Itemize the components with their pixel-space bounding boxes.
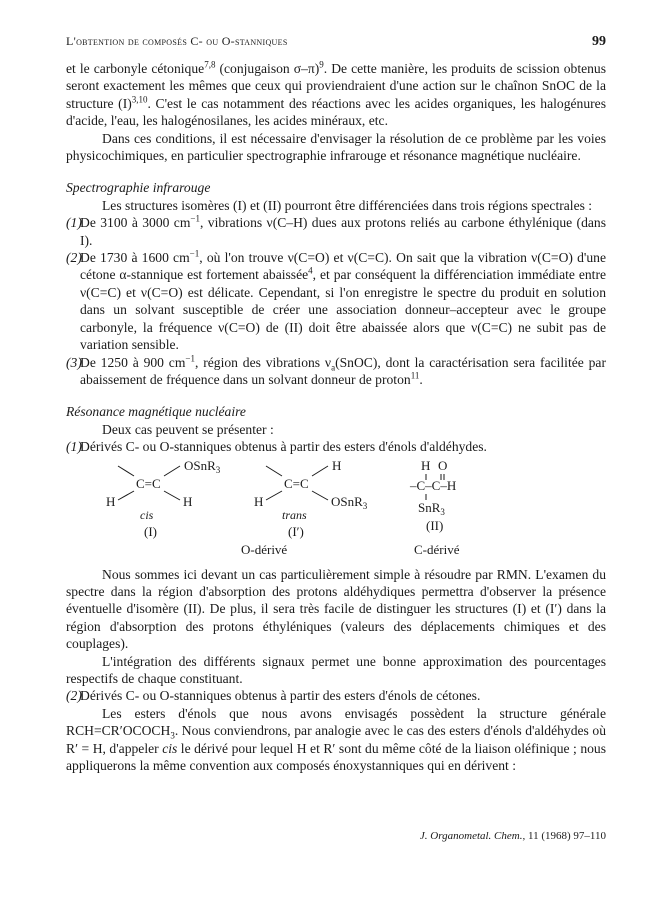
o-derivative-label: O-dérivé	[241, 541, 288, 557]
svg-text:H: H	[421, 457, 431, 473]
page	[66, 34, 606, 774]
journal-name: J. Organometal. Chem.,	[419, 830, 526, 842]
svg-text:OSnR3: OSnR$_3$	[184, 457, 221, 475]
journal-footer	[420, 830, 606, 842]
nmr-item-1: (1) Dérivés C- ou O-stanniques obtenus à partir des esters d'énols d'aldéhydes.	[66, 439, 487, 455]
svg-text:SnR3: SnR$_3$	[418, 499, 445, 517]
nmr-intro: Deux cas peuvent se présenter :	[102, 421, 274, 437]
svg-text:cis: cis	[140, 507, 154, 522]
svg-text:H: H	[183, 493, 193, 509]
ir-intro: Les structures isomères (I) et (II) pourront être différenciées dans trois régions spectrales :	[102, 197, 593, 213]
page-number: 99	[592, 34, 606, 49]
ir-item-3: (3) De 1250 à 900 $cm^{-1}$, région des vibrations $\nu_a(SnOC)$, dont la caractérisation sera facilitée par abaissement de fréquence dans un solvant donneur de proton$^{11}$.	[66, 352, 606, 387]
ir-item-1: (1) De 3100 à 3000 $cm^{-1}$, vibrations ν(C–H) dues aux protons reliés au carbone éthylénique (dans I).	[66, 213, 606, 248]
svg-text:OSnR3: OSnR$_3$	[331, 493, 368, 511]
svg-text:–C–C–H: –C–C–H	[410, 477, 457, 493]
structure-cis	[106, 458, 221, 539]
svg-text:H: H	[332, 457, 342, 473]
svg-text:(II): (II)	[426, 517, 444, 533]
section-heading-nmr: Résonance magnétique nucléaire	[66, 404, 246, 420]
svg-text:(I′): (I′)	[288, 523, 304, 539]
chemical-structures	[66, 458, 606, 558]
journal-volume: 11	[527, 830, 539, 842]
journal-year-pages: (1968) 97–110	[541, 830, 606, 842]
svg-text:H: H	[254, 493, 264, 509]
ir-item-2: (2) De 1730 à 1600 $cm^{-1}$, où l'on trouve ν(C=O) et ν(C=C). On sait que la vibration ν(C=O) d'une cétone α-stannique est fortement abaissée$^4$, et par conséquent la différenciation immédiate entre ν(C=C) et ν(C=O) est délicate. Cependant, si l'on enregistre le spectre du produit en solution dans un solvant susceptible de créer une association donneur–accepteur avec le groupe carbonyle, la fréquence ν(C=O) de (II) doit être abaissée alors que ν(C=C) ne subit pas de variation sensible.	[66, 248, 607, 353]
structure-trans	[254, 458, 368, 539]
paragraph-5: Les esters d'énols que nous avons envisagés possèdent la structure générale $RCH=CR'OCOCH_3$. Nous conviendrons, par analogie avec le cas des esters d'énols d'aldéhydes où R′ = H, d'appeler cis le dérivé pour lequel H et R′ sont du même côté de la liaison oléfinique ; nous appliquerons la même convention aux composés énoxystanniques qui en dérivent :	[66, 705, 606, 773]
nmr-item-2: (2) Dérivés C- ou O-stanniques obtenus à partir des esters d'énols de cétones.	[66, 688, 481, 704]
svg-text:C=C: C=C	[136, 475, 161, 491]
paragraph-3: Nous sommes ici devant un cas particulièrement simple à résoudre par RMN. L'examen du spectre dans la région d'absorption des protons aldéhydiques permettra d'observer la présence éventuelle d'isomère (II). De plus, il sera très facile de distinguer les structures (I) et (I′) dans la région d'absorption des protons éthyléniques (valeurs des déplacements chimiques et des couplages).	[66, 566, 606, 652]
svg-text:(I): (I)	[144, 523, 157, 539]
svg-text:C=C: C=C	[284, 475, 309, 491]
paragraph-2: Dans ces conditions, il est nécessaire d'envisager la résolution de ce problème par les voies physicochimiques, en particulier spectrographie infrarouge et résonance magnétique nucléaire.	[66, 130, 606, 164]
running-title: L'obtention de composés C- ou O-stanniques	[66, 34, 288, 48]
svg-text:H: H	[106, 493, 116, 509]
paragraph-1: et le carbonyle cétonique$^{7,8}$ (conjugaison σ–π)$^9$. De cette manière, les produits de scission obtenus seront exactement les mêmes que ceux qui proviendraient d'une action sur le chaînon SnOC de la structure $(I)^{3,10}$. C'est le cas notamment des réactions avec les acides organiques, les halogénures d'acide, l'eau, les halogénosilanes, les acides minéraux, etc.	[66, 59, 607, 129]
c-derivative-label: C-dérivé	[414, 541, 460, 557]
svg-text:trans: trans	[282, 507, 307, 522]
paragraph-4: L'intégration des différents signaux permet une bonne approximation des pourcentages respectifs de chaque constituant.	[66, 653, 606, 686]
running-header	[66, 34, 606, 60]
svg-text:O: O	[438, 457, 448, 473]
section-heading-ir: Spectrographie infrarouge	[66, 180, 211, 196]
structure-c-derivative	[409, 458, 456, 533]
